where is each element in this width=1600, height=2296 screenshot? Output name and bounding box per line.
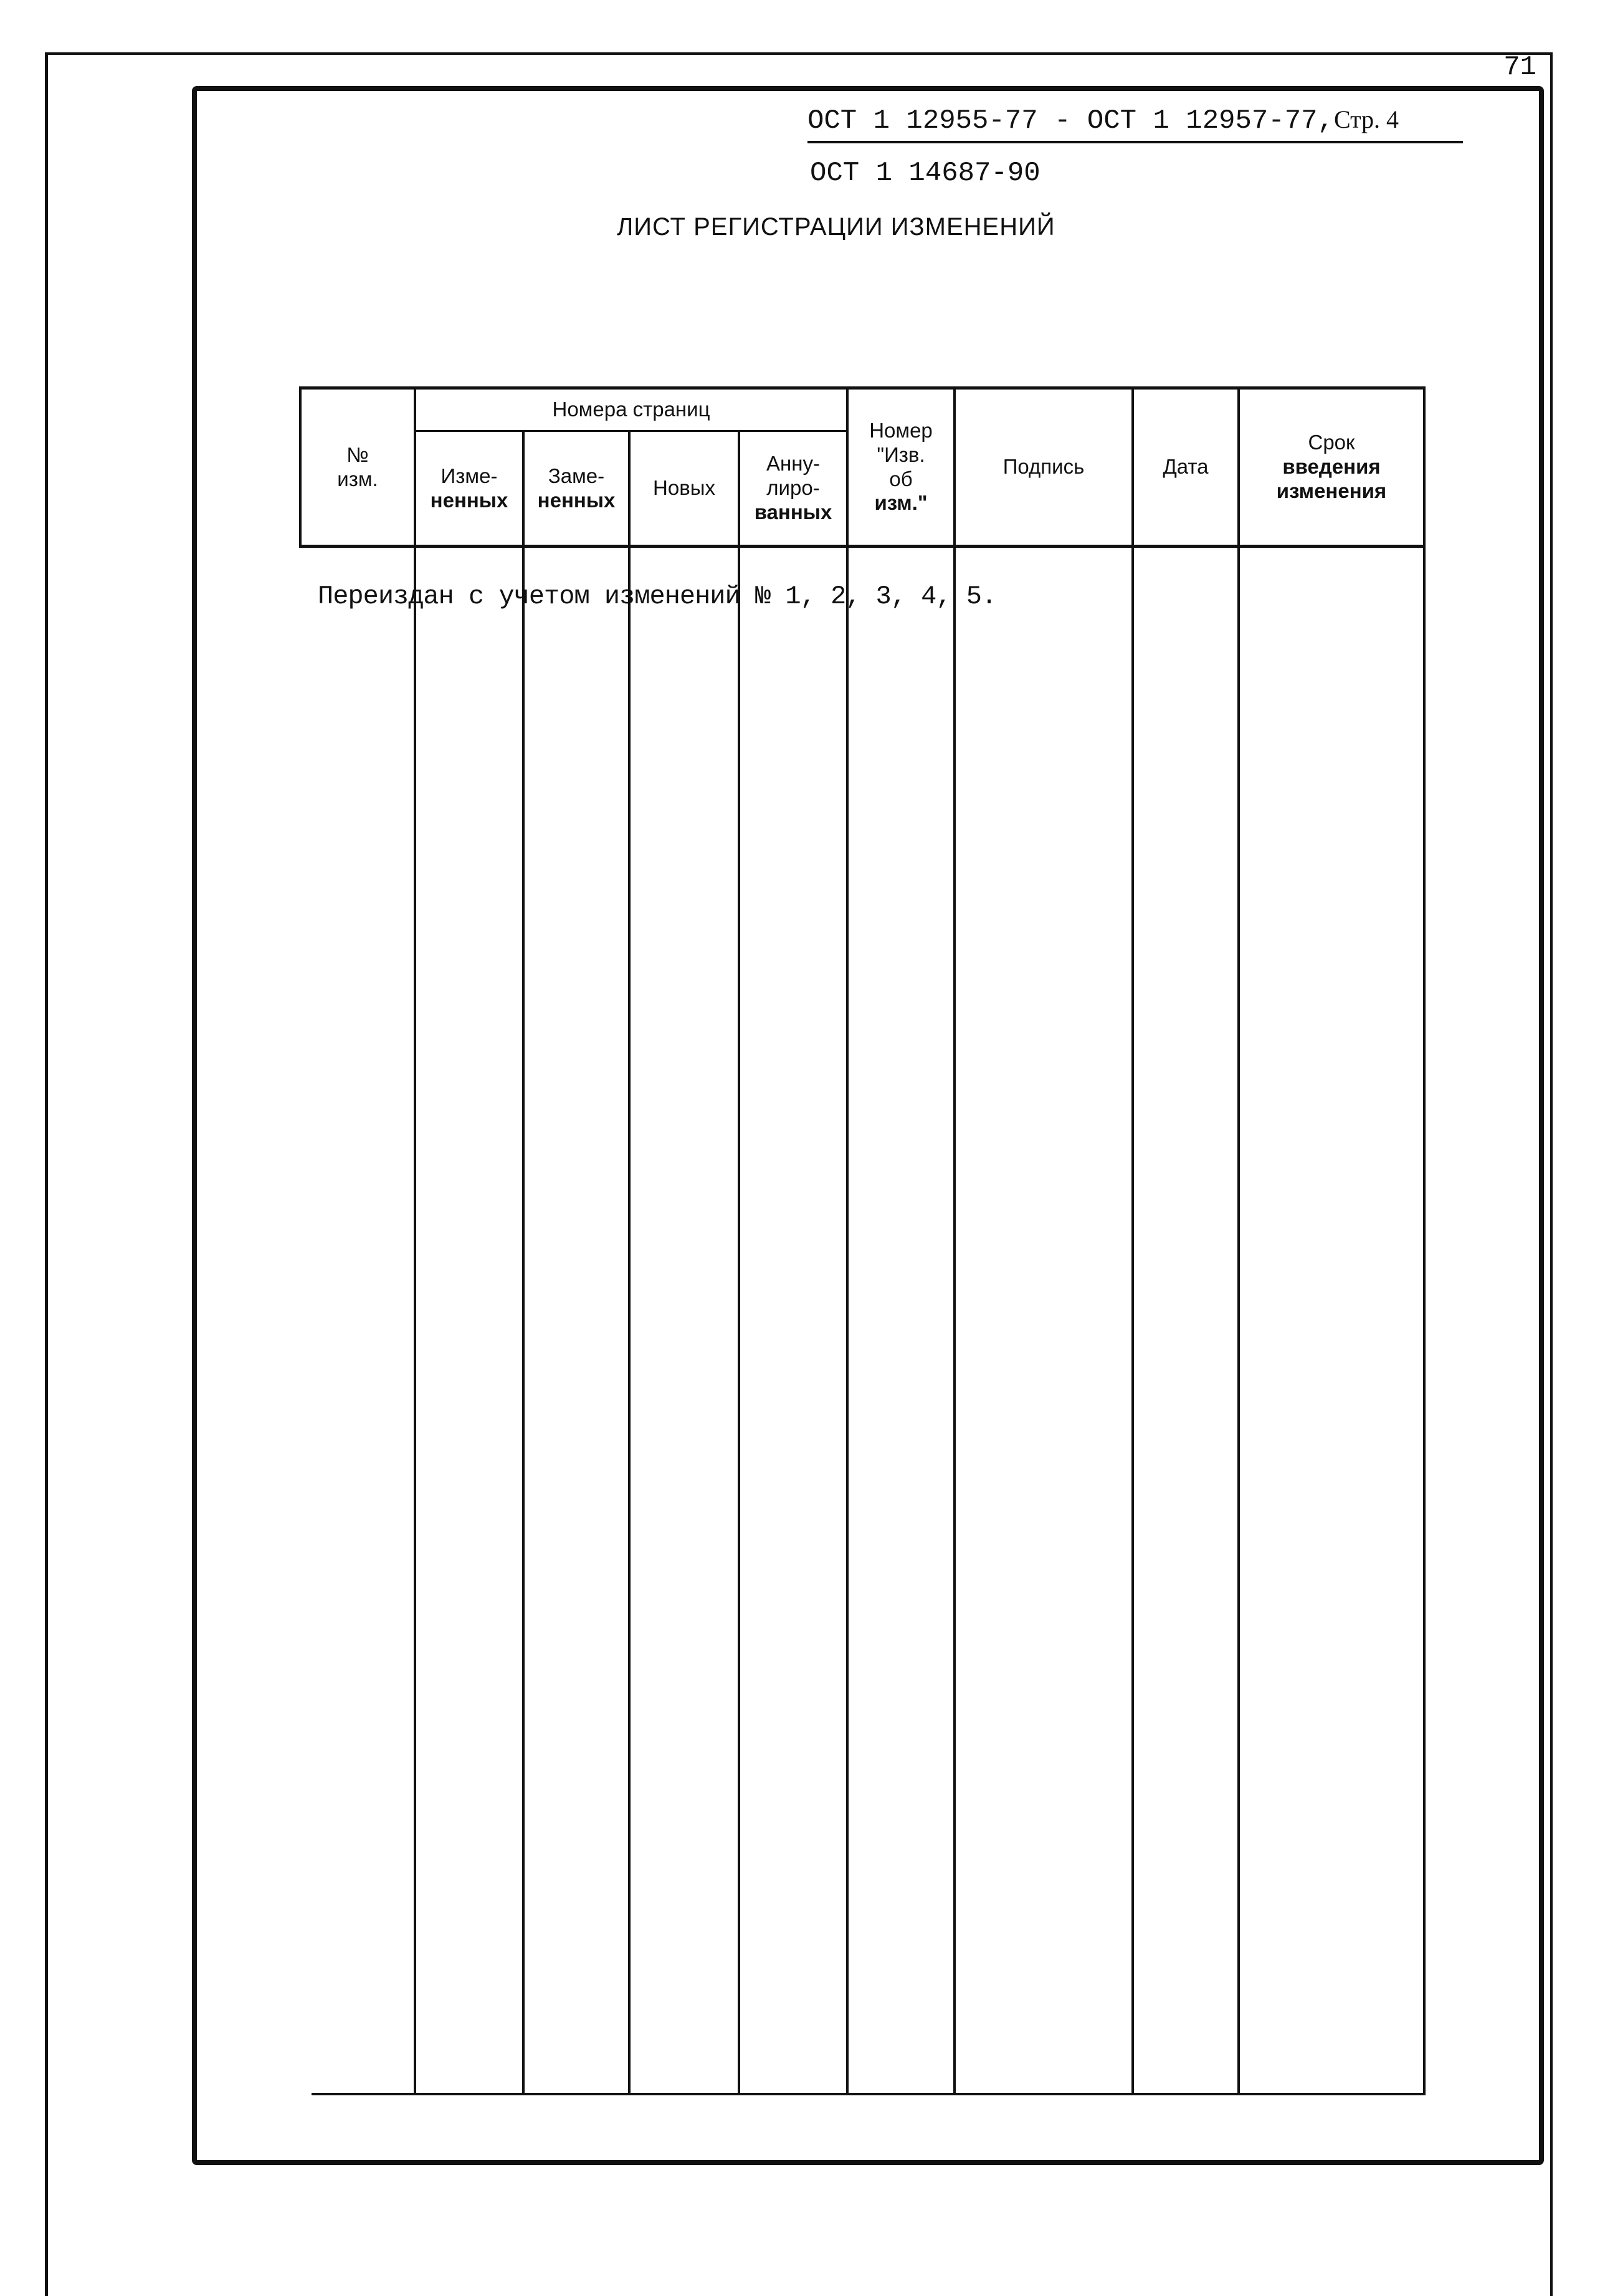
header-notice-number: Номер "Изв. об изм." <box>869 418 933 515</box>
header-signature: Подпись <box>1002 455 1085 479</box>
page-reference: Стр. 4 <box>1333 105 1399 133</box>
page-number: 71 <box>1503 52 1536 83</box>
header-changed-pages: Изме- ненных <box>430 464 508 512</box>
header-date: Дата <box>1163 455 1209 479</box>
header-implementation-deadline: Срок введения изменения <box>1276 431 1387 502</box>
header-new-pages: Новых <box>653 476 715 500</box>
col-divider-6 <box>953 386 956 2095</box>
col-divider-7 <box>1131 386 1134 2095</box>
header-annulled-pages: Анну- лиро- ванных <box>754 452 832 524</box>
header-bottom-border <box>299 545 1426 548</box>
col-divider-2 <box>522 430 525 2095</box>
standard-code-secondary: ОСТ 1 14687-90 <box>810 158 1040 189</box>
standard-codes: ОСТ 1 12955-77 - ОСТ 1 12957-77, <box>807 105 1334 136</box>
col-divider-4 <box>738 430 740 2095</box>
header-page-numbers: Номера страниц <box>552 398 710 421</box>
col-divider-8 <box>1237 386 1240 2095</box>
col-divider-1 <box>414 386 416 2095</box>
header-change-number: № изм. <box>337 442 378 490</box>
header-replaced-pages: Заме- ненных <box>537 464 616 512</box>
table-right-border <box>1423 386 1426 2095</box>
table-row: Переиздан с учетом изменений № 1, 2, 3, 4, 5. <box>318 581 997 611</box>
col-divider-5 <box>846 386 849 2095</box>
col-divider-3 <box>628 430 631 2095</box>
page-title: ЛИСТ РЕГИСТРАЦИИ ИЗМЕНЕНИЙ <box>617 213 1055 241</box>
table-bottom-border <box>312 2093 1426 2095</box>
